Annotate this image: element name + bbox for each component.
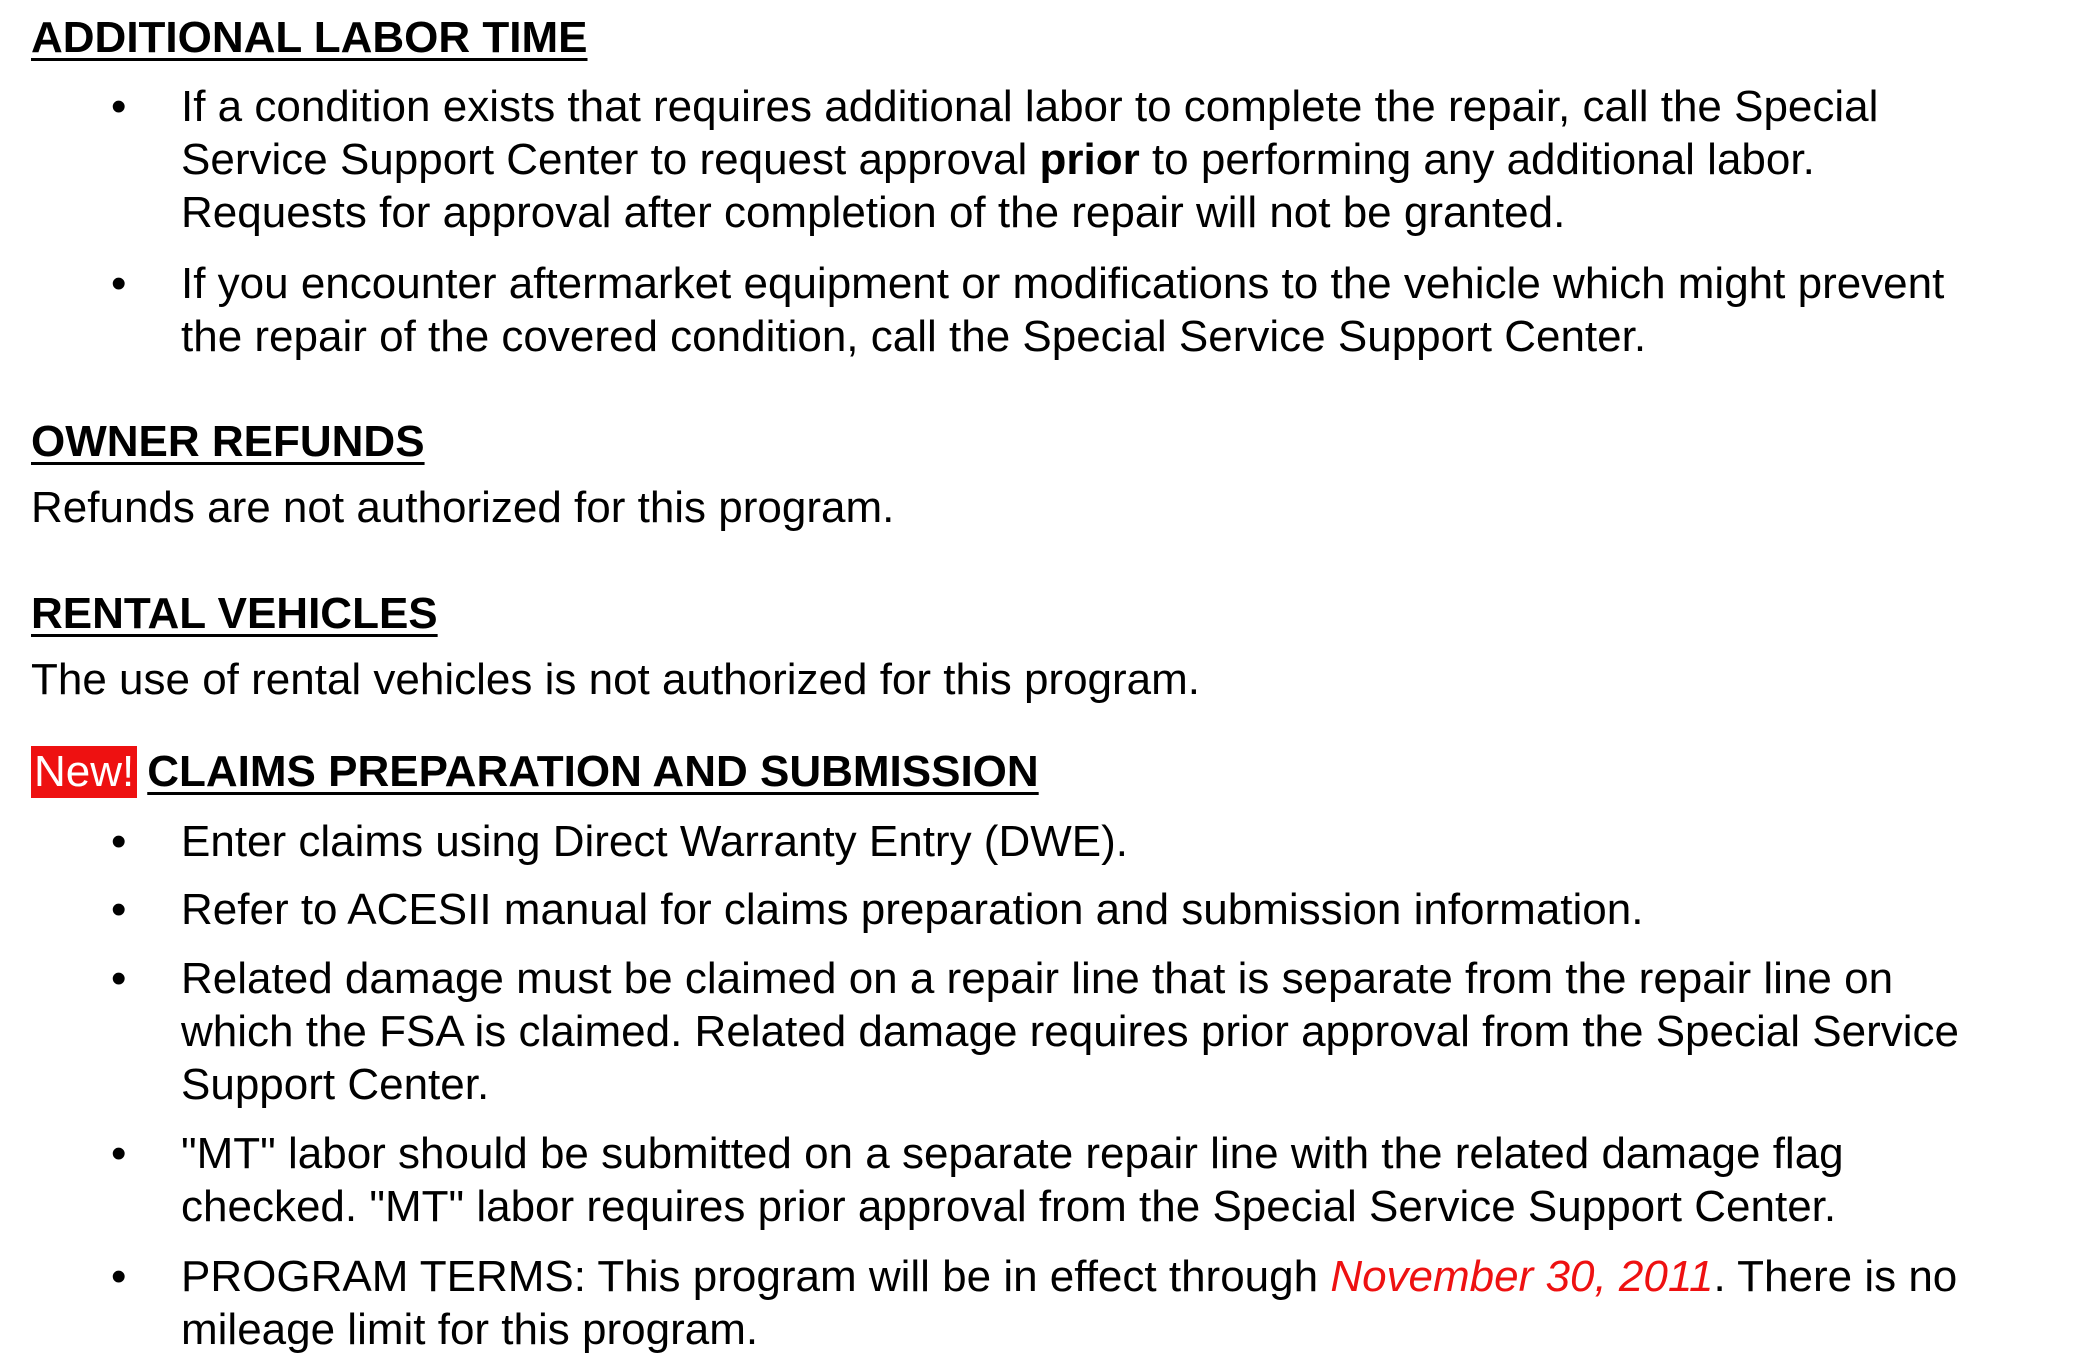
list-item (111, 952, 1959, 1111)
bullet-icon: • (111, 817, 127, 866)
text-segment: Requests for approval after completion of the repair will not be granted. (181, 188, 1566, 237)
new-badge: New! (31, 746, 137, 798)
text-segment: the repair of the covered condition, call the Special Service Support Center. (181, 312, 1647, 361)
list-item (111, 1127, 1844, 1233)
text-segment: If you encounter aftermarket equipment or modifications to the vehicle which might prevent (181, 259, 1945, 308)
section-paragraph: Refunds are not authorized for this program. (31, 483, 895, 532)
list-item (111, 883, 1644, 936)
bullet-icon: • (111, 82, 127, 131)
text-segment: . There is no (1713, 1252, 1958, 1301)
list-item (111, 1250, 1958, 1356)
text-line (181, 952, 1959, 1005)
bullet-icon: • (111, 954, 127, 1003)
text-line (181, 815, 1128, 868)
section-heading-text: OWNER REFUNDS (31, 417, 425, 466)
text-segment: "MT" labor should be submitted on a separate repair line with the related damage flag (181, 1129, 1844, 1178)
section-heading-text: CLAIMS PREPARATION AND SUBMISSION (147, 747, 1039, 796)
text-line (181, 310, 1944, 363)
bullet-icon: • (111, 1129, 127, 1178)
bullet-icon: • (111, 1252, 127, 1301)
bullet-icon: • (111, 259, 127, 308)
text-line (181, 883, 1643, 936)
text-line (181, 1303, 1957, 1356)
text-segment: Refer to ACESII manual for claims preparation and submission information. (181, 885, 1644, 934)
program-end-date: November 30, 2011 (1330, 1252, 1714, 1301)
text-segment: Related damage must be claimed on a repair line that is separate from the repair line on (181, 954, 1894, 1003)
text-segment: If a condition exists that requires additional labor to complete the repair, call the Special (181, 82, 1879, 131)
text-line (181, 80, 1878, 133)
section-heading-additional-labor-time (31, 11, 588, 64)
text-segment: PROGRAM TERMS: This program will be in effect through (181, 1252, 1331, 1301)
text-segment: Support Center. (181, 1060, 490, 1109)
list-item (111, 815, 1128, 868)
text-line (181, 1127, 1844, 1180)
text-line (181, 1058, 1959, 1111)
text-line (181, 186, 1878, 239)
text-segment: checked. "MT" labor requires prior approval from the Special Service Support Center. (181, 1182, 1837, 1231)
section-paragraph: The use of rental vehicles is not authorized for this program. (31, 655, 1201, 704)
text-segment: Service Support Center to request approval (181, 135, 1040, 184)
list-item (111, 80, 1879, 239)
bullet-icon: • (111, 885, 127, 934)
text-segment: Enter claims using Direct Warranty Entry (DWE). (181, 817, 1128, 866)
list-item (111, 257, 1945, 363)
text-segment: to performing any additional labor. (1139, 135, 1815, 184)
text-line (181, 1180, 1844, 1233)
section-heading-claims-preparation (31, 745, 1039, 798)
emphasis-text: prior (1039, 135, 1140, 184)
text-line (181, 1005, 1959, 1058)
section-heading-text: ADDITIONAL LABOR TIME (31, 13, 588, 62)
text-line (181, 1250, 1957, 1303)
text-line (181, 133, 1878, 186)
section-heading-rental-vehicles (31, 587, 438, 640)
text-segment: mileage limit for this program. (181, 1305, 759, 1354)
text-line (181, 257, 1944, 310)
section-heading-owner-refunds (31, 415, 425, 468)
section-heading-text: RENTAL VEHICLES (31, 589, 438, 638)
text-segment: which the FSA is claimed. Related damage requires prior approval from the Special Service (181, 1007, 1959, 1056)
